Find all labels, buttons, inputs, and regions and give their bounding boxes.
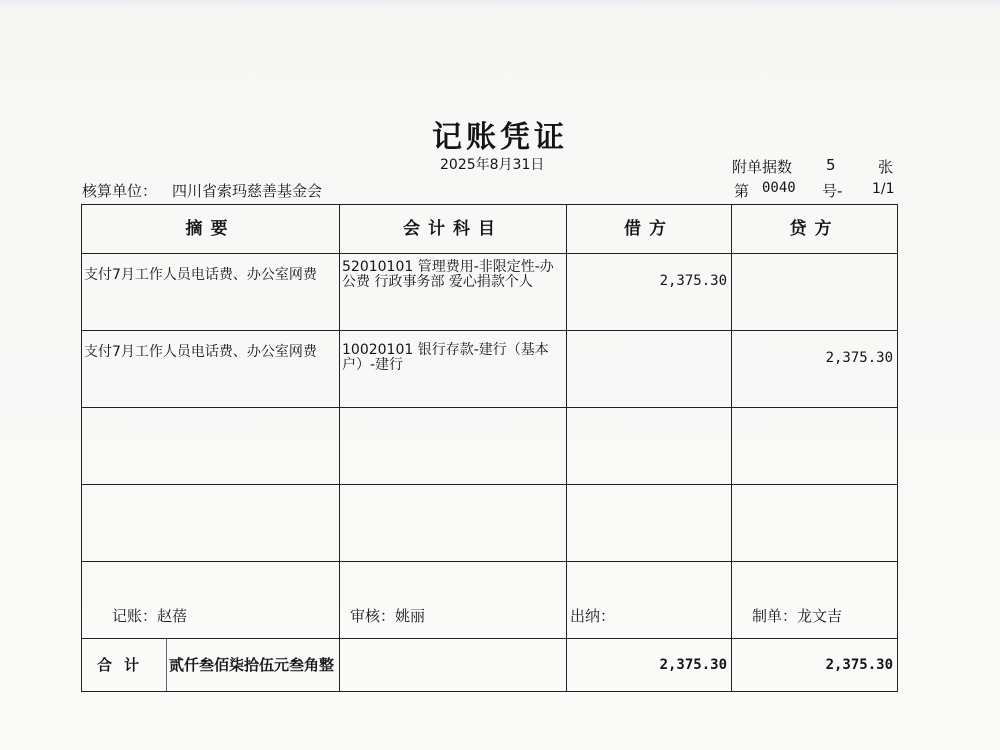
voucher-number-label: 第 xyxy=(734,182,750,200)
row-summary xyxy=(82,485,340,562)
row-summary: 支付7月工作人员电话费、办公室网费 xyxy=(82,331,340,408)
row-credit xyxy=(732,408,898,485)
reviewer-signature: 审核：姚丽 xyxy=(350,607,426,625)
total-row xyxy=(82,639,898,692)
row-summary xyxy=(82,408,340,485)
row-credit xyxy=(732,562,898,639)
header-row xyxy=(82,205,898,254)
accounting-unit-label: 核算单位： xyxy=(82,182,158,200)
page-number: 1/1 xyxy=(872,181,895,197)
accounting-unit-name: 四川省索玛慈善基金会 xyxy=(172,182,323,200)
header-account: 会计科目 xyxy=(340,205,567,254)
row-credit xyxy=(732,254,898,331)
header-summary: 摘要 xyxy=(82,205,340,254)
row-credit: 2,375.30 xyxy=(732,331,898,408)
total-cell xyxy=(82,639,340,692)
preparer-signature: 制单：龙文吉 xyxy=(752,607,843,625)
table-row xyxy=(82,485,898,562)
voucher-date: 2025年8月31日 xyxy=(440,157,545,173)
table-row xyxy=(82,408,898,485)
row-account xyxy=(340,485,567,562)
total-label: 合计 xyxy=(82,639,167,691)
row-account xyxy=(340,408,567,485)
header-debit: 借方 xyxy=(567,205,732,254)
table-row xyxy=(82,331,898,408)
voucher-number-suffix: 号- xyxy=(822,182,843,200)
total-amount-in-words: 贰仟叁佰柒拾伍元叁角整 xyxy=(169,655,335,674)
row-debit: 2,375.30 xyxy=(567,254,732,331)
table-row xyxy=(82,254,898,331)
cashier-signature: 出纳： xyxy=(570,607,616,625)
row-debit xyxy=(567,408,732,485)
row-debit xyxy=(567,562,732,639)
attachments-unit: 张 xyxy=(878,158,894,176)
row-debit xyxy=(567,485,732,562)
voucher-number: 0040 xyxy=(762,180,796,196)
row-summary xyxy=(82,562,340,639)
row-summary: 支付7月工作人员电话费、办公室网费 xyxy=(82,254,340,331)
row-debit xyxy=(567,331,732,408)
header-credit: 贷方 xyxy=(732,205,898,254)
total-credit: 2,375.30 xyxy=(732,639,898,692)
row-account: 52010101 管理费用-非限定性-办公费 行政事务部 爱心捐款个人 xyxy=(340,254,567,331)
total-spacer xyxy=(340,639,567,692)
row-credit xyxy=(732,485,898,562)
attachments-label: 附单据数 xyxy=(732,158,793,176)
attachments-count: 5 xyxy=(826,156,836,174)
bookkeeper-signature: 记账：赵蓓 xyxy=(112,607,188,625)
total-debit: 2,375.30 xyxy=(567,639,732,692)
voucher-title: 记账凭证 xyxy=(432,120,568,155)
row-account: 10020101 银行存款-建行（基本户）-建行 xyxy=(340,331,567,408)
row-account xyxy=(340,562,567,639)
table-row xyxy=(82,562,898,639)
